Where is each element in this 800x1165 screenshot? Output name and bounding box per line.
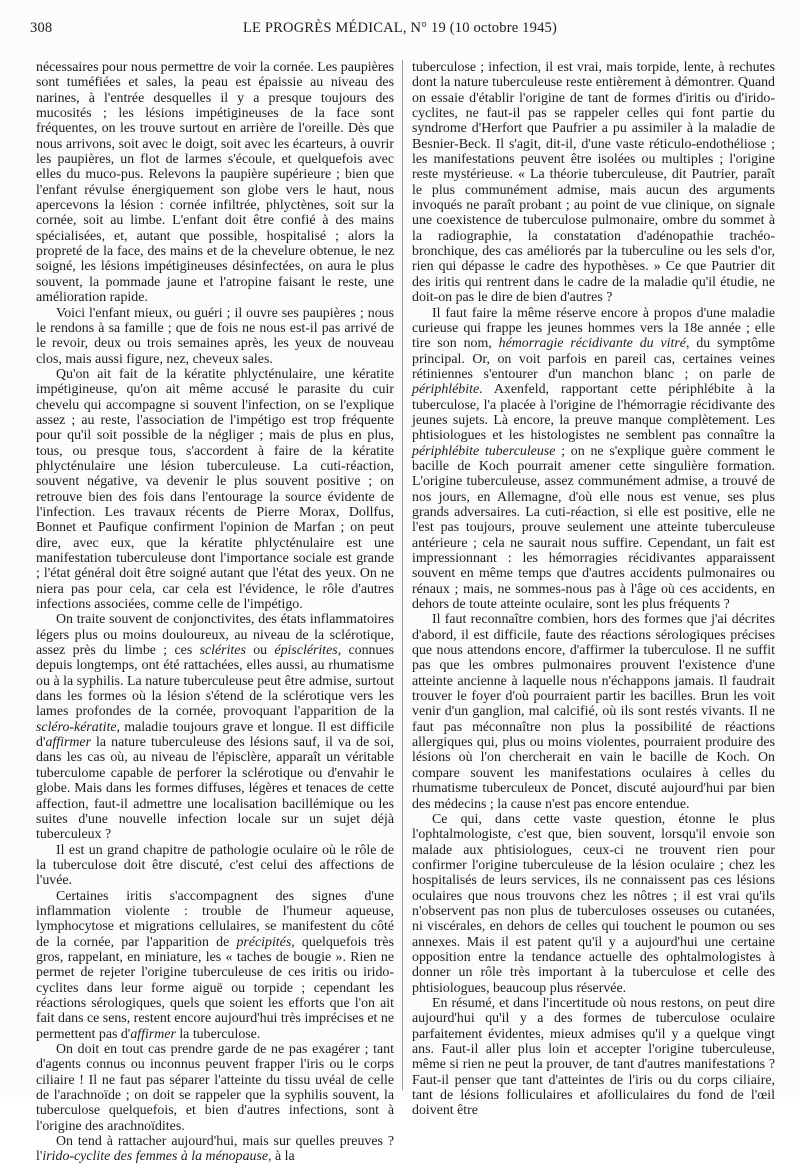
text-run: En résumé, et dans l'incertitude où nous restons, on peut dire aujourd'hui qu'il y a des formes de tuberculose oculaire parfaitement évidentes, mieux admises qu'il y a quelque vingt ans. Faut-il aller plus loin et accepter l'origine tuberculeuse, même si rien ne peut la prouver, de tant d'autres manifestations ? Faut-il penser que tant d'atteintes de l'iris ou du corps ciliaire, tant de lésions folliculaires et afolliculaires du fond de l'œil doivent être <box>412 995 775 1119</box>
italic-term: irido-cyclite des femmes à la ménopause <box>42 1149 269 1165</box>
text-run: Il faut reconnaître combien, hors des formes que j'ai décrites d'abord, il est difficile, faute des réactions sérologiques précises que nous attendons encore, d'affirmer la tuberculose. Il ne suffit pas que les ombres pulmonaires prouvent l'existence d'une atteinte ancienne à laquelle nous n'échappons jamais. Il faudrait trouver le foyer d'où pourraient partir les bacilles. Brun les voit venir d'un ganglion, mal calcifié, où ils sont restés vivants. Il ne faut pas méconnaître non plus la possibilité de réactions allergiques qui, plus ou moins violentes, pourraient produire des lésions où l'on chercherait en vain le bacille de Koch. On compare souvent les manifestations oculaires à celles du rhumatisme tuberculeux de Poncet, discuté aujourd'hui par bien des médecins ; la cause n'est pas encore entendue. <box>412 612 775 812</box>
text-run: nécessaires pour nous permettre de voir la cornée. Les paupières sont tuméfiées et sales, la peau est épaissie au niveau des narines, à l'entrée desquelles il y a presque toujours des mucosités ; les lésions impétigineuses de la face sont fréquentes, on les trouve surtout en arrière de l'oreille. Dès que nous arrivons, soit avec le doigt, soit avec les écarteurs, à ouvrir les paupières, un flot de larmes s'écoule, et quelquefois avec elles du muco-pus. Relevons la paupière supérieure ; bien que l'enfant révulse énergiquement son globe vers le haut, nous apercevons la lésion : cornée infiltrée, phlyctènes, soit sur la cornée, soit au limbe. L'enfant doit être confié à des mains spécialisées, et, autant que possible, hospitalisé ; alors la propreté de la face, des mains et de la chevelure obtenue, le nez soigné, les lésions impétigineuses désinfectées, on aura le plus souvent, la pommade jaune et l'atropine faisant le reste, une amélioration rapide. <box>36 60 394 306</box>
text-run: Il est un grand chapitre de pathologie oculaire où le rôle de la tuberculose doit être discuté, c'est celui des affections de l'uvée. <box>36 842 394 889</box>
paragraph <box>36 60 394 306</box>
paragraph <box>36 367 394 613</box>
italic-term: affirmer <box>130 1026 176 1042</box>
page-number: 308 <box>30 20 53 36</box>
text-run: ou <box>245 643 275 659</box>
text-run: ; on ne s'explique guère comment le bacille de Koch pourrait amener cette singulière formation. L'origine tuberculeuse, assez communément admise, a trouvé de nos jours, en Allemagne, d'où elle nous est venue, ses plus grands adversaires. La cuti-réaction, si elle est positive, elle ne l'est pas toujours, prouve seulement une atteinte tuberculeuse antérieure ; cela ne saurait nous suffire. Cependant, un fait est impressionnant : les hémorragies récidivantes apparaissent souvent en même temps que d'autres accidents pulmonaires ou rénaux ; mais, ne sommes-nous pas à l'âge où ces accidents, en dehors de toute atteinte oculaire, sont les plus fréquents ? <box>412 443 775 613</box>
left-column <box>36 60 395 1165</box>
paragraph <box>36 843 394 889</box>
paragraph <box>412 306 775 613</box>
italic-term: périphlébite <box>412 382 480 398</box>
italic-term: épisclérites <box>274 643 338 659</box>
text-run: , connues depuis longtemps, ont été rattachées, elles aussi, au rhumatisme ou à la syphilis. La nature tuberculeuse peut être admise, surtout dans les formes où la lésion s'étend de la sclérotique vers les lames profondes de la cornée, provoquant l'apparition de la <box>36 643 395 720</box>
text-run: la nature tuberculeuse des lésions sauf, il va de soi, dans les cas où, au niveau de l'épisclère, apparaît un véritable tuberculome capable de perforer la sclérotique ou d'envahir le globe. Mais dans les formes diffuses, légères et tenaces de cette affection, faut-il admettre une localisation bacillémique ou les suites d'une nouvelle infection locale sur un sujet déjà tuberculeux ? <box>36 735 394 843</box>
text-run: la tuberculose. <box>175 1026 261 1042</box>
text-run: Voici l'enfant mieux, ou guéri ; il ouvre ses paupières ; nous le rendons à sa famille ; que de fois ne nous est-il pas arrivé de le revoir, deux ou trois semaines après, les yeux de nouveau clos, mais aussi figure, nez, cheveux sales. <box>36 305 394 367</box>
text-run: , du symptôme principal. Or, on voit parfois en pareil cas, certaines veines rétiniennes s'entourer d'un manchon blanc ; on parle de <box>412 336 775 382</box>
paragraph <box>412 996 775 1119</box>
text-run: Certaines iritis s'accompagnent des signes d'une inflammation violente : trouble de l'humeur aqueuse, lymphocytose et migrations cellulaires, se manifestent du côté de la cornée, par l'apparition de <box>36 888 394 950</box>
text-run: tuberculose ; infection, il est vrai, mais torpide, lente, à rechutes dont la nature tuberculeuse reste entièrement à démontrer. Quand on essaie d'établir l'origine de tant de formes d'iritis ou d'irido-cyclites, ne faut-il pas se rappeler celles qui font partie du syndrome d'Herfort que Paufrier a pu assimiler à la maladie de Besnier-Beck. Il s'agit, dit-il, d'une vaste réticulo-endothéliose ; les manifestations peuvent être isolées ou multiples ; l'origine reste mystérieuse. « La théorie tuberculeuse, dit Pautrier, paraît le plus communément admise, mais aucun des arguments invoqués ne paraît probant ; au point de vue clinique, on signale une coexistence de tuberculose pulmonaire, ombre du sommet à la radiographie, la constatation d'adénopathie trachéo-bronchique, des cas améliorés par la tuberculine ou les sels d'or, rien qui dépasse le cadre des hypothèses. » Ce que Pautrier dit des iritis qui rentrent dans le cadre de la maladie qu'il étudie, ne doit-on pas le dire de bien d'autres ? <box>412 60 775 306</box>
text-run: , à la <box>268 1149 295 1165</box>
text-run: On doit en tout cas prendre garde de ne pas exagérer ; tant d'agents connus ou inconnus peuvent frapper l'iris ou le corps ciliaire ! Il ne faut pas séparer l'atteinte du tissu uvéal de celle de l'arachnoïde ; on doit se rappeler que la syphilis souvent, la tuberculose quelquefois, et bien d'autres infections, sont à l'origine des arachnoïdites. <box>36 1042 394 1134</box>
paragraph <box>412 60 775 306</box>
paragraph <box>412 612 775 811</box>
italic-term: scléro-kératite <box>36 719 117 735</box>
paragraph <box>36 612 394 842</box>
paragraph <box>36 306 394 367</box>
paragraph <box>36 889 394 1042</box>
running-header <box>30 20 770 40</box>
right-column <box>412 60 775 1119</box>
text-run: On tend à rattacher aujourd'hui, mais sur quelles preuves ? l' <box>36 1134 394 1165</box>
italic-term: sclérites <box>199 643 246 659</box>
text-run: Il faut faire la même réserve encore à propos d'une maladie curieuse qui frappe les jeunes hommes vers la 18e année ; elle tire son nom, <box>412 305 775 352</box>
text-run: . Axenfeld, rapportant cette périphlébite à la tuberculose, l'a placée à l'origine de l'hémorragie récidivante des jeunes sujets. Là encore, la preuve manque complètement. Les phtisiologues et les histologistes ne semblent pas connaître la <box>412 382 775 444</box>
text-run: On traite souvent de conjonctivites, des états inflammatoires légers plus ou moins douloureux, au niveau de la sclérotique, assez près du limbe ; ces <box>36 612 394 659</box>
running-title: LE PROGRÈS MÉDICAL, N° 19 (10 octobre 1945) <box>242 20 558 36</box>
italic-term: précipités <box>236 934 292 950</box>
paragraph <box>412 812 775 996</box>
text-run: , quelquefois très gros, rappelant, en miniature, les « taches de bougie ». Rien ne permet de rejeter l'origine tuberculeuse de ces iritis ou irido-cyclites dans leur forme aiguë ou torpide ; cependant les réactions sérologiques, quels que soient les efforts que l'on ait fait dans ce sens, restent encore aujourd'hui très imprécises et ne permettent pas d' <box>36 934 395 1042</box>
column-divider <box>402 60 403 1090</box>
text-run: Ce qui, dans cette vaste question, étonne le plus l'ophtalmologiste, c'est que, bien souvent, lorsqu'il envoie son malade aux phtisiologues, ceux-ci ne trouvent rien pour confirmer l'origine tuberculeuse de la lésion oculaire ; chez les hospitalisés de leurs services, ils ne connaissent pas ces lésions oculaires que nous trouvons chez les nôtres ; il est vrai qu'ils n'observent pas non plus de tuberculoses osseuses ou cutanées, ni viscérales, en dehors de celles qui touchent le poumon ou ses annexes. Mais il est patent qu'il y a aujourd'hui une certaine opposition entre la tendance actuelle des ophtalmologistes à donner un rôle très important à la tuberculose et celle des phtisiologues, beaucoup plus réservée. <box>412 811 775 996</box>
paragraph <box>36 1134 394 1165</box>
text-run: Qu'on ait fait de la kératite phlycténulaire, une kératite impétigineuse, qu'on ait même accusé le parasite du cuir chevelu qui accompagne si souvent l'infection, on se l'explique assez ; au reste, l'association de l'impétigo est trop fréquente pour qu'il soit possible de la négliger ; mais de plus en plus, tous, ou presque tous, s'accordent à faire de la kératite phlycténulaire une lésion tuberculeuse. La cuti-réaction, souvent négative, va devenir le plus souvent positive ; on retrouve bien des fois dans l'entourage la source évidente de l'infection. Les travaux récents de Pierre Morax, Dollfus, Bonnet et Paufique confirment l'opinion de Marfan ; on peut dire, avec eux, que la kératite phlycténulaire est une manifestation tuberculeuse dont l'importance sociale est grande ; l'état général doit être soigné autant que l'état des yeux. On ne niera pas pour cela, car cela est l'évidence, le rôle d'autres infections associées, comme celle de l'impétigo. <box>36 366 394 613</box>
italic-term: hémorragie récidivante du vitré <box>498 336 686 352</box>
text-run: , maladie toujours grave et longue. Il est difficile d' <box>36 719 394 751</box>
paragraph <box>36 1042 394 1134</box>
italic-term: affirmer <box>45 735 91 751</box>
italic-term: périphlébite tuberculeuse <box>412 443 556 459</box>
